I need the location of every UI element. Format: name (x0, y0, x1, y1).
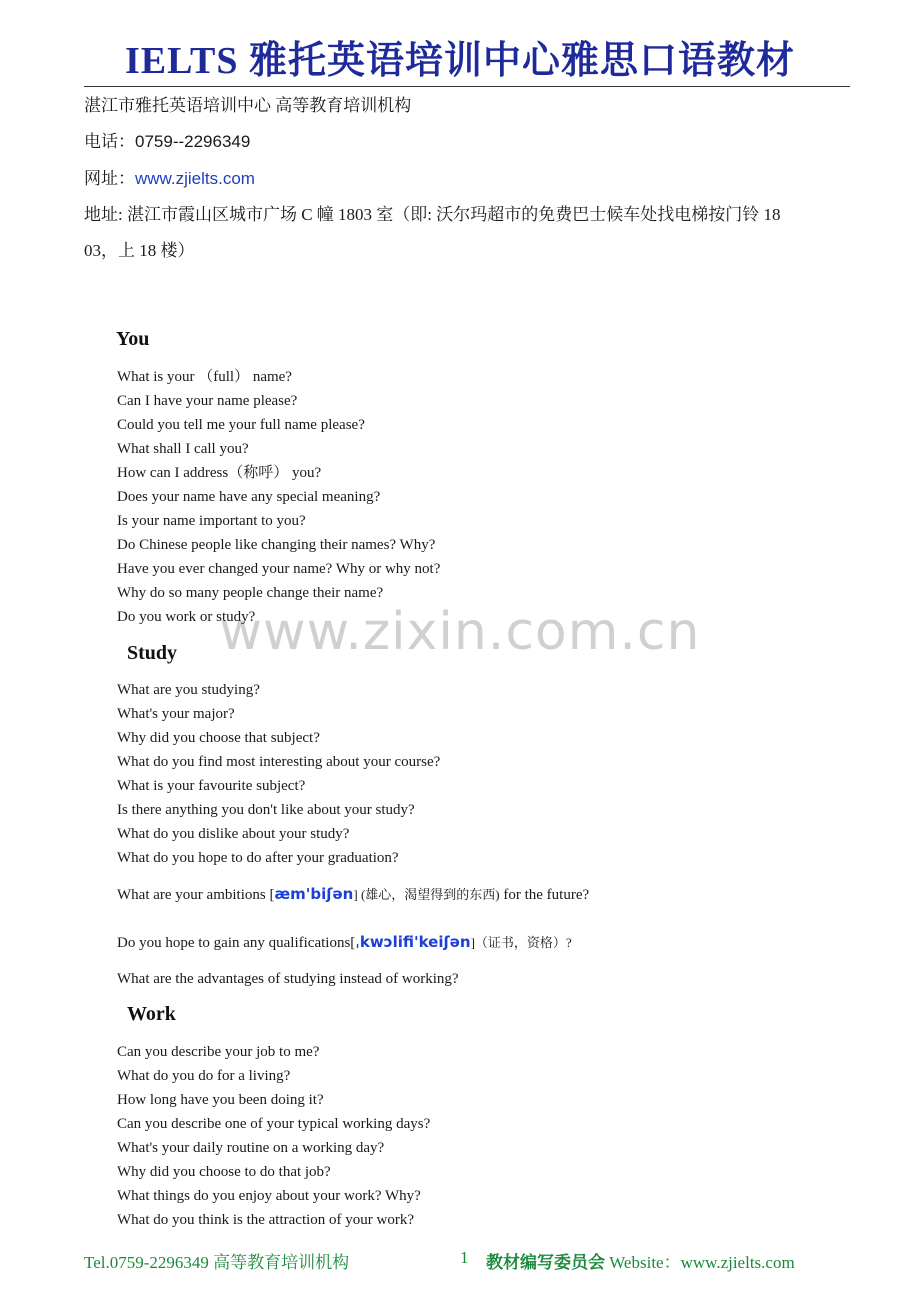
address-line-2: 03，上 18 楼） (84, 241, 195, 260)
page-number: 1 (460, 1248, 469, 1267)
question-item: How long have you been doing it? (117, 1092, 324, 1108)
question-item: What are you studying? (117, 682, 260, 698)
phone-label: 电话： (84, 132, 135, 151)
question-item: What do you do for a living? (117, 1068, 291, 1084)
question-item: What's your daily routine on a working day? (117, 1140, 385, 1156)
footer-website (486, 1248, 795, 1273)
gloss: ]（证书，资格）? (470, 935, 572, 950)
gloss: ] (雄心，渴望得到的东西) (353, 887, 500, 902)
phonetic-transcription: æm'biʃən (274, 885, 354, 903)
section-heading-study: Study (127, 642, 178, 664)
question-item: What are the advantages of studying instead of working? (117, 971, 459, 987)
question-item: What do you dislike about your study? (117, 826, 350, 842)
question-item: What do you find most interesting about your course? (117, 754, 441, 770)
question-item: What do you hope to do after your graduation? (117, 850, 399, 866)
address-line-1: 地址: 湛江市霞山区城市广场 C 幢 1803 室（即: 沃尔玛超市的免费巴士候车处找电梯按门铃 18 (84, 205, 781, 224)
question-item: How can I address（称呼） you? (117, 465, 322, 481)
institution-line: 湛江市雅托英语培训中心 高等教育培训机构 (84, 96, 412, 115)
question-qualifications (117, 932, 572, 953)
website-label: 网址： (84, 169, 135, 188)
question-item: What do you think is the attraction of your work? (117, 1212, 415, 1228)
phone-line (84, 130, 250, 154)
website-link[interactable]: www.zjielts.com (135, 169, 255, 188)
question-item: Is your name important to you? (117, 513, 306, 529)
question-item: Why did you choose that subject? (117, 730, 320, 746)
question-item: Does your name have any special meaning? (117, 489, 381, 505)
document-title: IELTS 雅托英语培训中心雅思口语教材 (125, 40, 795, 82)
question-ambitions (117, 884, 589, 905)
section-heading-you: You (116, 328, 150, 350)
question-item: What shall I call you? (117, 441, 249, 457)
question-item: Can you describe one of your typical working days? (117, 1116, 431, 1132)
question-item: What is your （full） name? (117, 369, 292, 385)
phone-number: 0759--2296349 (135, 132, 251, 151)
question-item: Why did you choose to do that job? (117, 1164, 331, 1180)
website-line (84, 167, 255, 191)
question-item: Is there anything you don't like about your study? (117, 802, 415, 818)
footer-website-text: Website：www.zjielts.com (605, 1253, 795, 1272)
section-heading-work: Work (127, 1003, 176, 1025)
question-item: What things do you enjoy about your work? Why? (117, 1188, 421, 1204)
question-item: Have you ever changed your name? Why or why not? (117, 561, 441, 577)
question-item: Can I have your name please? (117, 393, 298, 409)
question-item: Do you work or study? (117, 609, 256, 625)
question-item: Can you describe your job to me? (117, 1044, 320, 1060)
question-text: for the future? (499, 887, 590, 903)
footer-contact: Tel.0759-2296349 高等教育培训机构 (84, 1253, 350, 1272)
question-item: Could you tell me your full name please? (117, 417, 365, 433)
question-item: What is your favourite subject? (117, 778, 306, 794)
question-item: Do Chinese people like changing their names? Why? (117, 537, 436, 553)
phonetic-transcription: ˌkwɔlifi'keiʃən (355, 933, 471, 951)
header-rule (84, 86, 850, 87)
footer-committee: 教材编写委员会 (486, 1253, 605, 1272)
question-text: What are your ambitions [ (117, 887, 275, 903)
question-text: Do you hope to gain any qualifications[ (117, 935, 356, 951)
question-item: Why do so many people change their name? (117, 585, 384, 601)
question-item: What's your major? (117, 706, 235, 722)
watermark: www.zixin.com.cn (219, 602, 701, 662)
